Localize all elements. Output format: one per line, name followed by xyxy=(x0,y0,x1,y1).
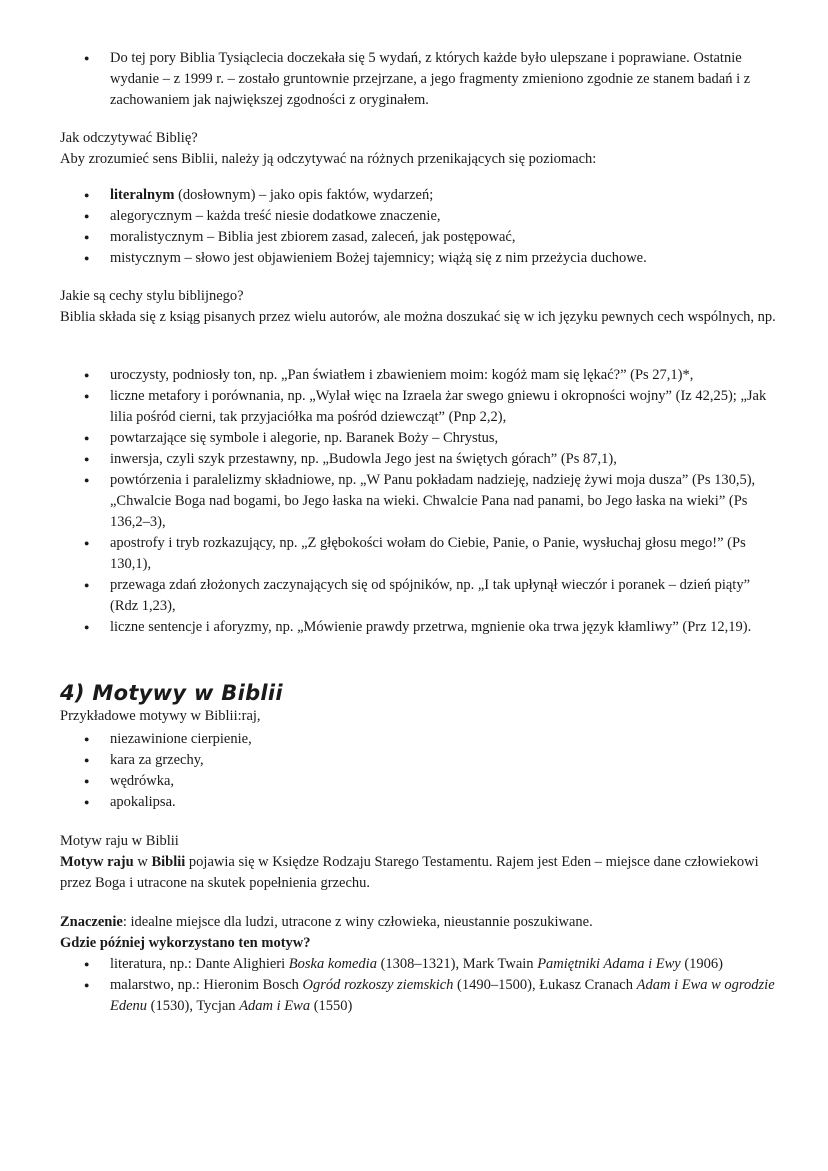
style-section xyxy=(0,286,828,328)
paradise-title: Motyw raju w Biblii xyxy=(60,833,179,849)
lit-end: (1906) xyxy=(680,956,723,972)
lit-work: Pamiętniki Adama i Ewy xyxy=(537,956,681,972)
list-item: ● inwersja, czyli szyk przestawny, np. „Budowla Jego jest na świętych górach” (Ps 87,1), xyxy=(0,449,828,470)
art-mid: (1530), Tycjan xyxy=(147,998,240,1014)
list-item: ● kara za grzechy, xyxy=(0,750,828,771)
level-literal-bold: literalnym xyxy=(110,187,175,203)
list-item: ● apokalipsa. xyxy=(0,792,828,813)
reading-question: Jak odczytywać Biblię? xyxy=(60,130,198,146)
paradise-text: pojawia się w Księdze Rodzaju Starego Testamentu. Rajem jest Eden – miejsce dane człowiekowi przez Boga i utracone na skutek popełnienia grzechu. xyxy=(60,854,759,891)
paradise-section xyxy=(0,831,828,894)
list-item: ● moralistycznym – Biblia jest zbiorem zasad, zaleceń, jak postępować, xyxy=(0,227,828,248)
art-prefix: malarstwo, np.: Hieronim Bosch xyxy=(110,977,303,993)
reading-section xyxy=(0,128,828,170)
reading-intro: Aby zrozumieć sens Biblii, należy ją odczytywać na różnych przenikających się poziomach: xyxy=(60,151,597,167)
paradise-bold-motif: Motyw raju xyxy=(60,854,134,870)
style-intro: Biblia składa się z ksiąg pisanych przez wielu autorów, ale można doszukać się w ich języku pewnych cech wspólnych, np. xyxy=(60,309,776,325)
list-item: ● powtórzenia i paralelizmy składniowe, np. „W Panu pokładam nadzieję, nadzieję żywi moja dusza” (Ps 130,5), „Chwalcie Boga nad bogami, bo Jego łaska na wieki. Chwalcie Pana nad panami, bo Jego łaska na wieki” (Ps 136,2–3), xyxy=(0,470,828,533)
paradise-bold-bible: Biblii xyxy=(151,854,186,870)
list-item: ● apostrofy i tryb rozkazujący, np. „Z głębokości wołam do Ciebie, Panie, o Panie, wysłuchaj głosu mego!” (Ps 130,1), xyxy=(0,533,828,575)
section-heading: 4) Motywy w Biblii xyxy=(60,681,283,705)
lit-prefix: literatura, np.: Dante Alighieri xyxy=(110,956,289,972)
list-item: ● wędrówka, xyxy=(0,771,828,792)
list-item: ● mistycznym – słowo jest objawieniem Bożej tajemnicy; wiążą się z nim przeżycia duchowe. xyxy=(0,248,828,269)
style-features-list xyxy=(0,365,828,638)
list-item xyxy=(0,975,828,1017)
art-mid: (1490–1500), Łukasz Cranach xyxy=(453,977,637,993)
list-item: ● alegorycznym – każda treść niesie dodatkowe znaczenie, xyxy=(0,206,828,227)
list-item: ● przewaga zdań złożonych zaczynających się od spójników, np. „I tak upłynął wieczór i poranek – dzień piąty” (Rdz 1,23), xyxy=(0,575,828,617)
list-item: ● powtarzające się symbole i alegorie, np. Baranek Boży – Chrystus, xyxy=(0,428,828,449)
usage-list xyxy=(0,954,828,1017)
usage-question-bold: Gdzie później wykorzystano ten motyw? xyxy=(60,935,311,951)
list-item xyxy=(0,185,828,206)
lit-mid: (1308–1321), Mark Twain xyxy=(376,956,538,972)
art-end: (1550) xyxy=(310,998,353,1014)
reading-levels-list xyxy=(0,185,828,269)
list-item xyxy=(0,954,828,975)
motifs-intro: Przykładowe motywy w Biblii:raj, xyxy=(60,708,261,724)
art-work: Ogród rozkoszy ziemskich xyxy=(302,977,454,993)
list-item: ● Do tej pory Biblia Tysiąclecia doczekała się 5 wydań, z których każde było ulepszane i poprawiane. Ostatnie wydanie – z 1999 r. – zostało gruntownie przejrzane, a jego fragmenty zmieniono zgodnie ze stanem badań i z zachowaniem jak największej zgodności z oryginałem. xyxy=(0,48,828,111)
list-item: ● uroczysty, podniosły ton, np. „Pan światłem i zbawieniem moim: kogóż mam się lękać?” (Ps 27,1)*, xyxy=(0,365,828,386)
meaning-text: : idealne miejsce dla ludzi, utracone z winy człowieka, nieustannie poszukiwane. xyxy=(122,914,593,930)
paradise-word-w: w xyxy=(133,854,152,870)
meaning-label: Znaczenie xyxy=(60,914,123,930)
usage-question xyxy=(0,933,828,954)
level-literal-text: (dosłownym) – jako opis faktów, wydarzeń; xyxy=(174,187,434,203)
list-item: ● niezawinione cierpienie, xyxy=(0,729,828,750)
paradise-meaning xyxy=(0,912,828,954)
art-work: Adam i Ewa w ogrodzie Edenu xyxy=(110,977,775,1014)
motifs-section xyxy=(0,680,828,727)
lit-work: Boska komedia xyxy=(288,956,377,972)
list-item: ● liczne metafory i porównania, np. „Wylał więc na Izraela żar swego gniewu i okropności wojny” (Iz 42,25); „Jak lilia pośród cierni, tak przyjaciółka ma pośród dziewcząt” (Pnp 2,2), xyxy=(0,386,828,428)
intro-section xyxy=(0,48,828,111)
meaning-line xyxy=(0,912,828,933)
motifs-list xyxy=(0,729,828,813)
art-work: Adam i Ewa xyxy=(239,998,311,1014)
list-item: ● liczne sentencje i aforyzmy, np. „Mówienie prawdy przetrwa, mgnienie oka trwa język kłamliwy” (Prz 12,19). xyxy=(0,617,828,638)
paradise-paragraph xyxy=(0,852,828,894)
style-question: Jakie są cechy stylu biblijnego? xyxy=(60,288,244,304)
